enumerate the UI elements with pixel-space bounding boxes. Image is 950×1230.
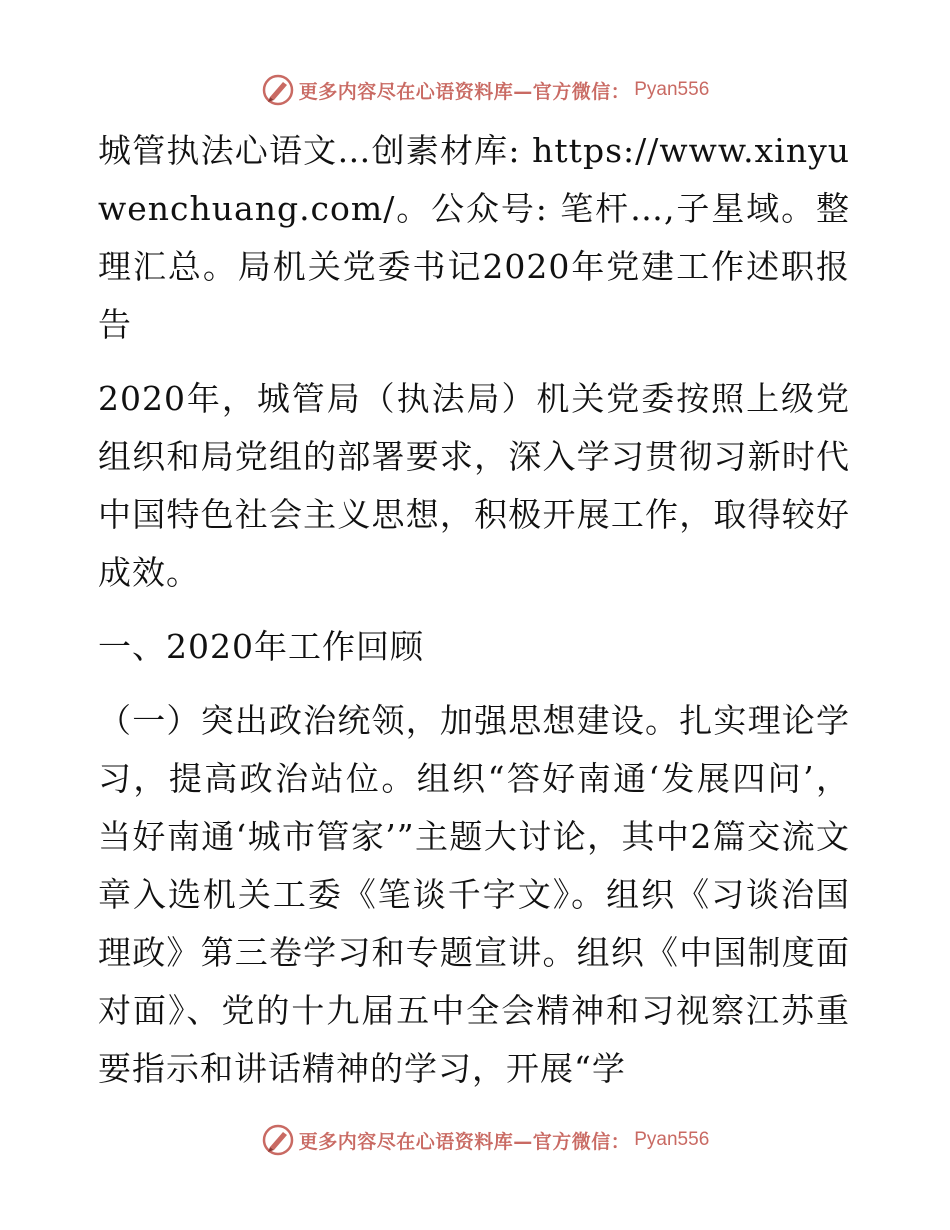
header-watermark-banner xyxy=(0,70,950,110)
watermark-text: 更多内容尽在心语资料库—官方微信： xyxy=(298,1130,631,1153)
watermark-group xyxy=(261,73,710,107)
paragraph-section-one: （一）突出政治统领，加强思想建设。扎实理论学习，提高政治站位。组织“答好南通‘发展四问’，当好南通‘城市管家’”主题大讨论，其中2篇交流文章入选机关工委《笔谈千字文》。组织《习谈治国理政》第三卷学习和专题宣讲。组织《中国制度面对面》、党的十九届五中全会精神和习视察江苏重要指示和讲话精神的学习，开展“学 xyxy=(98,701,850,1088)
pen-logo-icon xyxy=(261,1123,295,1157)
paragraph-intro: 2020年，城管局（执法局）机关党委按照上级党组织和局党组的部署要求，深入学习贯彻习新时代中国特色社会主义思想，积极开展工作，取得较好成效。 xyxy=(98,379,850,592)
paragraph-title: 城管执法心语文…创素材库: https://www.xinyuwenchuang.com/。公众号: 笔杆…,子星域。整理汇总。局机关党委书记2020年党建工作述职报告 xyxy=(98,131,850,344)
section-heading: 一、2020年工作回顾 xyxy=(98,627,424,666)
watermark-wechat-id: Pyan556 xyxy=(634,79,710,100)
footer-watermark-banner xyxy=(0,1120,950,1160)
watermark-text: 更多内容尽在心语资料库—官方微信： xyxy=(298,80,631,103)
document-body xyxy=(98,122,850,1114)
watermark-wechat-id: Pyan556 xyxy=(634,1129,710,1150)
pen-logo-icon xyxy=(261,73,295,107)
watermark-group xyxy=(261,1123,710,1157)
